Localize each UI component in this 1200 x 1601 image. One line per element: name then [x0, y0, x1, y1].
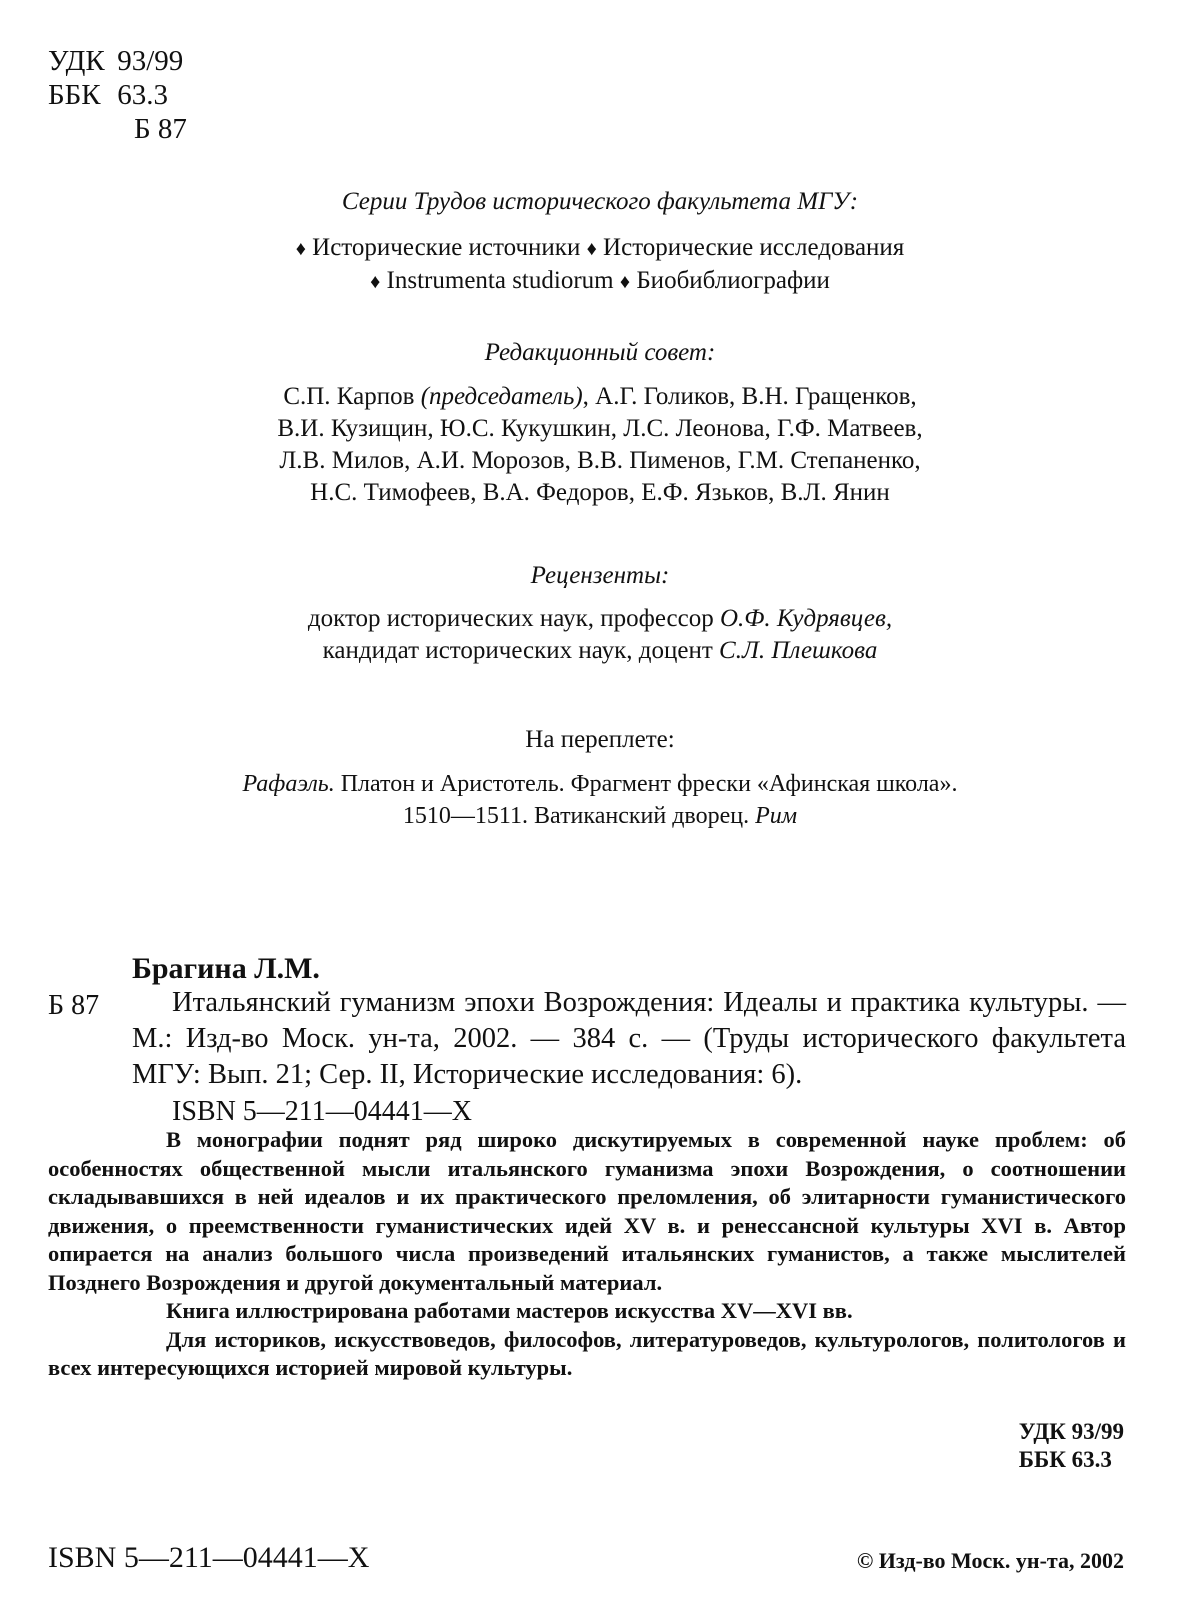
bbk-line — [48, 78, 187, 112]
reviewer-1-title: доктор исторических наук, профессор — [307, 605, 714, 632]
series-item-1: Исторические источники — [312, 234, 581, 261]
cover-description — [0, 768, 1200, 832]
annotation-paragraph-3: Для историков, искусствоведов, философов, литературоведов, культурологов, политологов и всех интересующихся историей мировой культуры. — [48, 1326, 1126, 1380]
cover-line-1 — [0, 768, 1200, 800]
cover-artist: Рафаэль. — [242, 771, 335, 797]
author-mark: Б 87 — [134, 113, 187, 145]
editors-line-1-rest: , А.Г. Голиков, В.Н. Гращенков, — [582, 383, 917, 410]
udk-line — [48, 44, 187, 78]
series-line-1 — [0, 232, 1200, 265]
series-list — [0, 232, 1200, 298]
bbk-label: ББК — [48, 79, 101, 111]
editors-line-1 — [0, 381, 1200, 413]
cover-city: Рим — [755, 803, 798, 829]
annotation — [48, 1126, 1126, 1383]
bottom-isbn: ISBN 5—211—04441—X — [48, 1541, 370, 1574]
bullet-icon: ♦ — [295, 238, 306, 260]
bbk-value: 63.3 — [117, 79, 168, 111]
reviewers-list — [0, 603, 1200, 667]
chair-name: С.П. Карпов — [283, 383, 415, 410]
cover-line-1-rest: Платон и Аристотель. Фрагмент фрески «Афинская школа». — [334, 771, 958, 797]
bottom-classification — [1019, 1418, 1124, 1474]
series-item-3: Instrumenta studiorum — [386, 267, 614, 294]
classification-codes — [48, 44, 187, 146]
reviewer-2-title: кандидат исторических наук, доцент — [322, 637, 713, 664]
reviewer-1-name: О.Ф. Кудрявцев, — [720, 605, 893, 632]
series-line-2 — [0, 265, 1200, 298]
reviewer-1 — [0, 603, 1200, 635]
cover-line-2-main: 1510—1511. Ватиканский дворец. — [402, 803, 750, 829]
bottom-bbk: ББК 63.3 — [1018, 1447, 1112, 1472]
copyright: © Изд-во Моск. ун-та, 2002 — [856, 1548, 1124, 1573]
catalog-mark: Б 87 — [48, 990, 100, 1021]
reviewer-2-name: С.Л. Плешкова — [719, 637, 878, 664]
book-description: Итальянский гуманизм эпохи Возрождения: Идеалы и практика культуры. — М.: Изд-во Моск. ун-та, 2002. — 384 с. — (Труды исторического факультета МГУ: Вып. 21; Сер. II, Исторические исследования: 6). — [132, 987, 1126, 1090]
isbn: ISBN 5—211—04441—X — [172, 1096, 472, 1127]
series-heading: Серии Трудов исторического факультета МГУ: — [341, 188, 859, 215]
udk-value: 93/99 — [117, 45, 184, 77]
reviewers-heading: Рецензенты: — [530, 562, 670, 589]
series-item-2: Исторические исследования — [603, 234, 905, 261]
chair-role: (председатель) — [420, 383, 583, 410]
bullet-icon: ♦ — [619, 271, 631, 293]
bibliographic-description — [132, 985, 1126, 1093]
editors-line-2: В.И. Кузищин, Ю.С. Кукушкин, Л.С. Леонова, Г.Ф. Матвеев, — [277, 415, 923, 442]
book-author: Брагина Л.М. — [132, 952, 320, 985]
bottom-udk: УДК 93/99 — [1018, 1419, 1124, 1444]
udk-label: УДК — [48, 45, 105, 77]
editors-line-4: Н.С. Тимофеев, В.А. Федоров, Е.Ф. Язьков, В.Л. Янин — [310, 479, 890, 506]
bullet-icon: ♦ — [586, 238, 597, 260]
editorial-board-heading: Редакционный совет: — [484, 339, 716, 366]
cover-heading: На переплете: — [525, 726, 675, 753]
cover-line-2 — [0, 800, 1200, 832]
annotation-paragraph-2: Книга иллюстрирована работами мастеров искусства XV—XVI вв. — [166, 1298, 853, 1323]
annotation-paragraph-1: В монографии поднят ряд широко дискутируемых в современной науке проблем: об особенностях общественной мысли итальянского гуманизма эпохи Возрождения, о соотношении складывавшихся в ней идеалов и их практического преломления, об элитарности гуманистического движения, о преемственности гуманистических идей XV в. и ренессансной культуры XVI в. Автор опирается на анализ большого числа произведений итальянских гуманистов, а также мыслителей Позднего Возрождения и другой документальный материал. — [48, 1127, 1126, 1295]
bullet-icon: ♦ — [370, 271, 381, 293]
series-item-4: Биобиблиографии — [636, 267, 830, 294]
editorial-board-list — [0, 381, 1200, 509]
editors-line-3: Л.В. Милов, А.И. Морозов, В.В. Пименов, Г.М. Степаненко, — [279, 447, 921, 474]
reviewer-2 — [0, 635, 1200, 667]
